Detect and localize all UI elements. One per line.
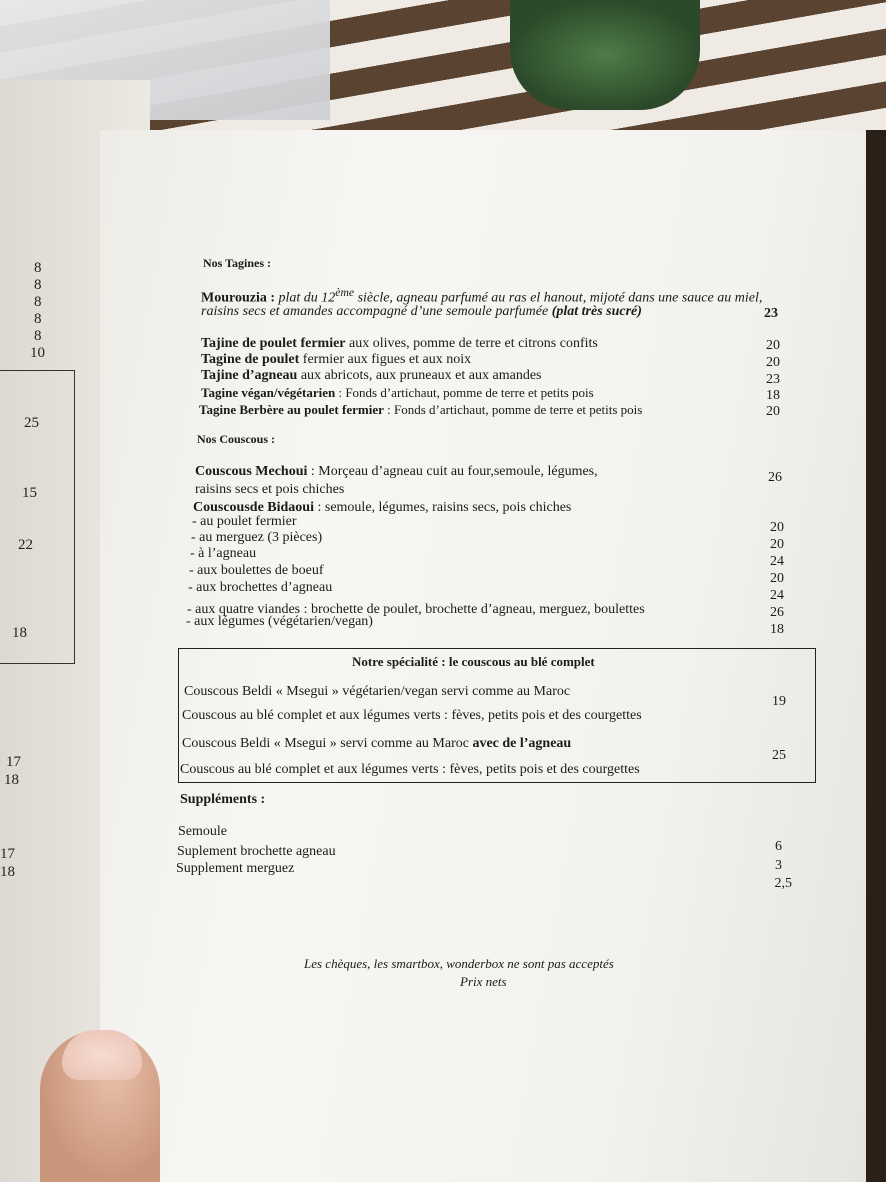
specialite-desc: Couscous au blé complet et aux légumes verts : fèves, petits pois et des courgettes — [182, 708, 642, 723]
dish-price: 25 — [772, 748, 786, 763]
couscous-option: - aux boulettes de boeuf — [189, 563, 324, 578]
left-price: 8 — [34, 328, 42, 344]
dish-price: 18 — [766, 388, 780, 403]
green-glass — [510, 0, 700, 110]
mourouzia-line2 — [201, 304, 642, 320]
menu-page — [100, 130, 866, 1182]
footer-note: Les chèques, les smartbox, wonderbox ne sont pas acceptés — [304, 956, 614, 971]
left-price: 8 — [34, 294, 42, 310]
dish-desc: plat du 12 — [278, 290, 336, 306]
couscous-item — [195, 464, 598, 480]
left-price: 8 — [34, 277, 42, 293]
left-price: 15 — [22, 485, 37, 501]
dish-name: Mourouzia : — [201, 290, 276, 306]
dish-name: Tagine végan/végétarien — [201, 385, 336, 400]
supplement-item: Supplement merguez — [176, 861, 295, 876]
dish-name: Tajine d’agneau — [201, 368, 298, 383]
left-price: 18 — [0, 864, 15, 880]
couscous-option: - au poulet fermier — [192, 514, 297, 529]
left-price: 17 — [0, 846, 15, 862]
supplement-price: 2,5 — [774, 876, 792, 891]
tagine-item — [201, 352, 471, 368]
dish-name: Couscous Beldi « Msegui » servi comme au Maroc — [182, 736, 473, 751]
dish-desc: siècle, agneau parfumé au ras el hanout, mijoté dans une sauce au miel, — [354, 290, 763, 306]
dish-price: 18 — [770, 622, 784, 637]
dish-price: 23 — [766, 372, 780, 387]
dish-desc: raisins secs et amandes accompagné d’une semoule parfumée — [201, 304, 552, 319]
dish-name: Tagine de poulet — [201, 352, 303, 367]
left-price: 8 — [34, 260, 42, 276]
dish-desc: aux olives, pomme de terre et citrons confits — [345, 336, 598, 351]
specialite-item — [182, 736, 571, 752]
tagine-item — [201, 336, 598, 352]
dish-price: 19 — [772, 694, 786, 709]
dish-price: 20 — [766, 355, 780, 370]
dish-desc: : Morçeau d’agneau cuit au four,semoule, légumes, — [307, 464, 598, 479]
couscous-heading: Nos Couscous : — [197, 432, 276, 446]
couscous-option: - aux quatre viandes : brochette de poulet, brochette d’agneau, merguez, boulettes — [187, 602, 645, 617]
dish-note: (plat très sucré) — [551, 304, 642, 319]
dish-desc: : semoule, légumes, raisins secs, pois chiches — [313, 500, 572, 515]
tagine-item — [201, 368, 541, 384]
left-price: 18 — [12, 625, 27, 641]
dish-desc: : Fonds d’artichaut, pomme de terre et petits pois — [383, 402, 643, 417]
left-price: 10 — [30, 345, 45, 361]
couscous-desc: raisins secs et pois chiches — [195, 482, 345, 497]
tagine-item — [199, 402, 642, 418]
left-price: 22 — [18, 537, 33, 553]
dish-price: 20 — [766, 404, 780, 419]
tagine-item — [201, 385, 594, 401]
tagines-heading: Nos Tagines : — [203, 256, 272, 270]
left-price: 17 — [6, 754, 21, 770]
dish-price: 23 — [764, 306, 778, 321]
dish-desc: : Fonds d’artichaut, pomme de terre et petits pois — [335, 385, 594, 400]
footer-prices: Prix nets — [460, 974, 507, 989]
dish-price: 20 — [770, 571, 784, 586]
fingernail — [62, 1030, 142, 1080]
dish-highlight: avec de l’agneau — [472, 736, 572, 751]
couscous-option: - à l’agneau — [190, 546, 257, 561]
dish-name: Tajine de poulet fermier — [201, 336, 346, 351]
dish-price: 26 — [768, 470, 782, 485]
dish-price: 20 — [770, 537, 784, 552]
left-price: 18 — [4, 772, 19, 788]
couscous-option: - aux légumes (végétarien/vegan) — [186, 614, 373, 629]
dish-desc: fermier aux figues et aux noix — [302, 352, 472, 367]
supplement-item: Suplement brochette agneau — [177, 844, 336, 859]
specialite-title: Notre spécialité : le couscous au blé complet — [352, 654, 595, 669]
specialite-desc: Couscous au blé complet et aux légumes verts : fèves, petits pois et des courgettes — [180, 762, 640, 777]
supplement-price: 3 — [775, 858, 782, 873]
table-edge — [866, 130, 886, 1182]
left-price: 25 — [24, 415, 39, 431]
specialite-item: Couscous Beldi « Msegui » végétarien/vegan servi comme au Maroc — [184, 684, 571, 699]
couscous-option: - aux brochettes d’agneau — [188, 580, 333, 595]
dish-name: Couscous Mechoui — [195, 464, 308, 479]
dish-desc-superscript: ème — [335, 286, 355, 299]
dish-name: Couscousde Bidaoui — [193, 500, 314, 515]
dish-price: 26 — [770, 605, 784, 620]
supplements-heading: Suppléments : — [180, 792, 266, 807]
dish-price: 24 — [770, 554, 784, 569]
dish-desc: aux abricots, aux pruneaux et aux amandes — [297, 368, 542, 383]
dish-price: 20 — [770, 520, 784, 535]
couscous-option: - au merguez (3 pièces) — [191, 530, 323, 545]
supplement-price: 6 — [775, 839, 782, 854]
dish-price: 24 — [770, 588, 784, 603]
dish-price: 20 — [766, 338, 780, 353]
supplement-item: Semoule — [178, 824, 227, 839]
dish-name: Tagine Berbère au poulet fermier — [199, 402, 384, 417]
left-price: 8 — [34, 311, 42, 327]
